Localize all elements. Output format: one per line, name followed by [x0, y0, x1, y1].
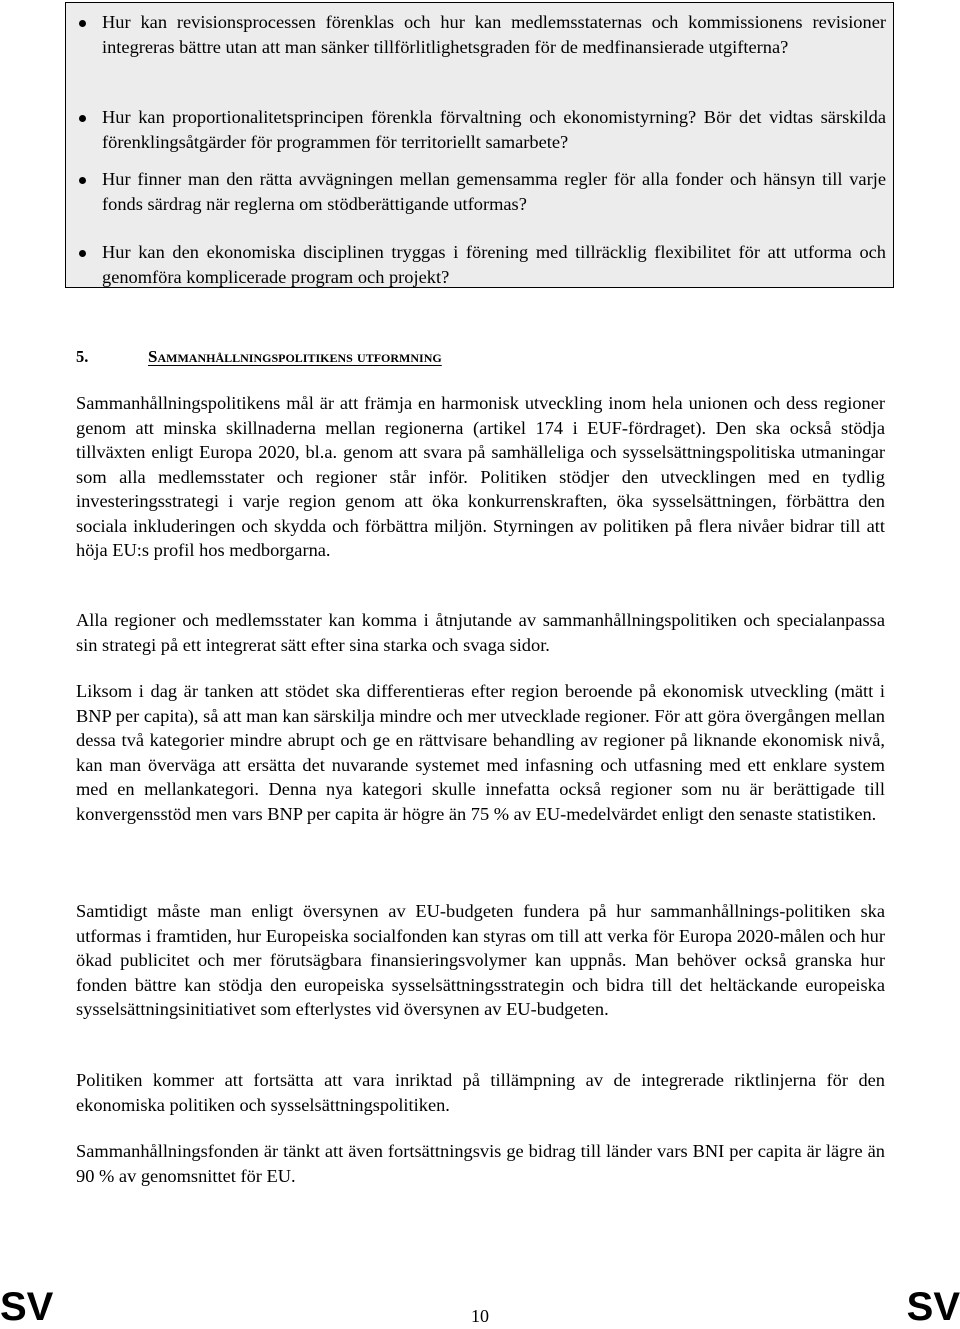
bullet-icon — [79, 115, 86, 122]
bullet-icon — [79, 20, 86, 27]
footer-language-right: SV — [906, 1285, 960, 1329]
paragraph: Sammanhållningsfonden är tänkt att även fortsättningsvis ge bidrag till länder vars BNI per capita är lägre än 90 % av genomsnittet för EU. — [76, 1141, 885, 1186]
question-text: Hur kan den ekonomiska disciplinen tryggas i förening med tillräcklig flexibilitet för att utforma och genomföra komplicerade program och projekt? — [102, 242, 886, 287]
paragraph: Samtidigt måste man enligt översynen av EU-budgeten fundera på hur sammanhållnings-politiken ska utformas i framtiden, hur Europeiska socialfonden kan styras om till att verka för Europa 2020-målen och hur ökad publicitet och mer förutsägbara finansieringsvolymer kan uppnås. Man behöver också granska hur fonden bättre kan stödja den europeiska sysselsättningsstrategin och bidra till det heltäckande europeiska sysselsättningsinitiativet som efterlystes vid översynen av EU-budgeten. — [76, 901, 885, 1019]
paragraph: Politiken kommer att fortsätta att vara inriktad på tillämpning av de integrerade riktlinjerna för den ekonomiska politiken och sysselsättningspolitiken. — [76, 1070, 885, 1115]
question-text: Hur kan proportionalitetsprincipen förenkla förvaltning och ekonomistyrning? Bör det vidtas särskilda förenklingsåtgärder för programmen för territoriellt samarbete? — [102, 107, 886, 152]
bullet-icon — [79, 177, 86, 184]
footer-language-left: SV — [0, 1285, 54, 1329]
section-title: Sammanhållningspolitikens utformning — [148, 347, 442, 366]
paragraph: Sammanhållningspolitikens mål är att främja en harmonisk utveckling inom hela unionen och dess regioner genom att minska skillnaderna mellan regionerna (artikel 174 i EUF-fördraget). Den ska också stödja tillväxten enligt Europa 2020, bl.a. genom att svara på samhälleliga och sysselsättningspolitiska utmaningar som alla medlemsstater och regioner står inför. Politiken stödjer den utvecklingen med en tydlig investeringsstrategi i varje region genom att öka konkurrenskraften, öka sysselsättningen, förbättra den sociala inkluderingen och skydda och förbättra miljön. Styrningen av politiken på flera nivåer bidrar till att höja EU:s profil hos medborgarna. — [76, 393, 885, 560]
paragraph: Liksom i dag är tanken att stödet ska differentieras efter region beroende på ekonomisk utveckling (mätt i BNP per capita), så att man kan särskilja mindre och mer utvecklade regioner. För att göra övergången mellan dessa två kategorier mindre abrupt och ge en rättvisare behandling av regioner på liknande ekonomisk nivå, kan man överväga att ersätta det nuvarande systemet med infasning och utfasning med ett enklare system med en mellankategori. Denna nya kategori skulle innefatta också regioner som nu är berättigade till konvergensstöd men vars BNP per capita är högre än 75 % av EU-medelvärdet enligt den senaste statistiken. — [76, 681, 885, 824]
question-text: Hur kan revisionsprocessen förenklas och hur kan medlemsstaternas och kommissionens revisioner integreras bättre utan att man sänker tillförlitlighetsgraden för de medfinansierade utgifterna? — [102, 12, 886, 57]
page-number: 10 — [471, 1306, 489, 1326]
bullet-icon — [79, 250, 86, 257]
paragraph: Alla regioner och medlemsstater kan komma i åtnjutande av sammanhållningspolitiken och specialanpassa sin strategi på ett integrerat sätt efter sina starka och svaga sidor. — [76, 610, 885, 655]
section-number: 5. — [76, 347, 89, 366]
question-text: Hur finner man den rätta avvägningen mellan gemensamma regler för alla fonder och hänsyn till varje fonds särdrag när reglerna om stödberättigande utformas? — [102, 169, 886, 214]
questions-box — [65, 2, 894, 288]
